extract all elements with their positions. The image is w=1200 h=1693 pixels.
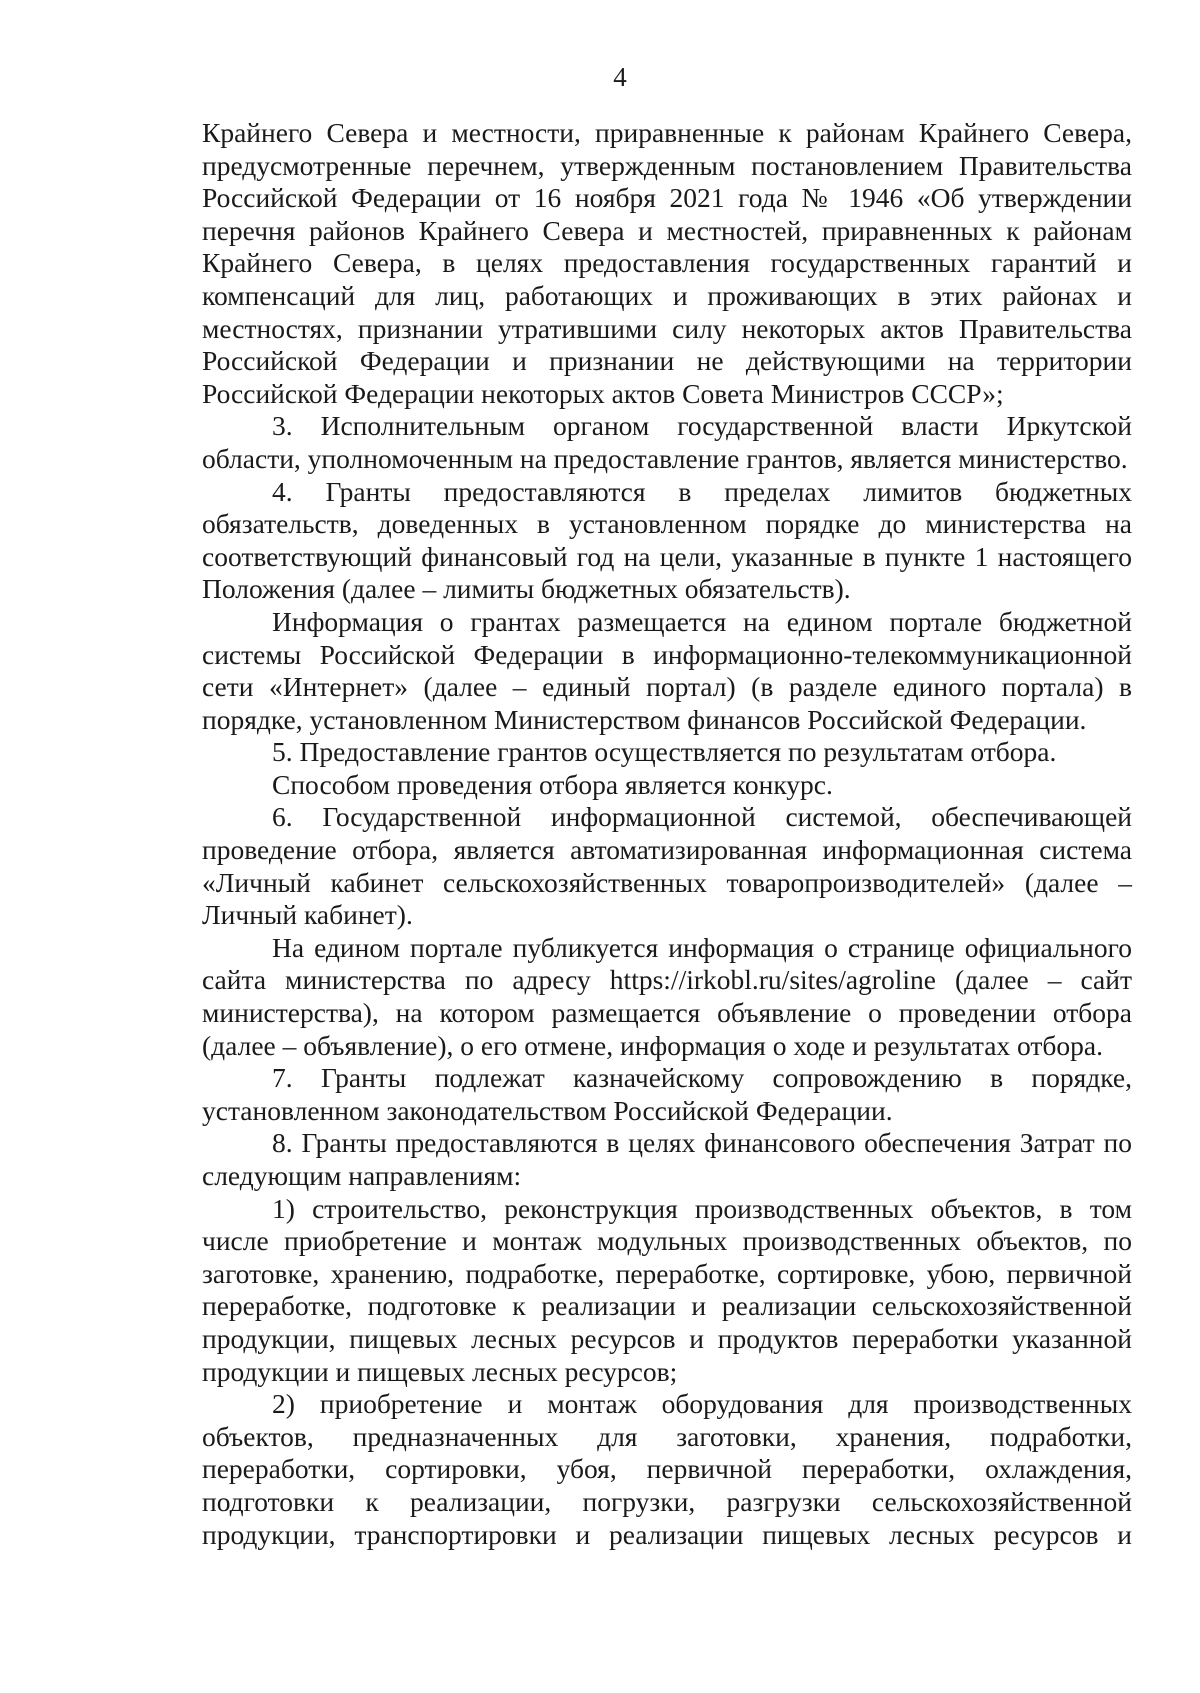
paragraph-2: 3. Исполнительным органом государственной власти Иркутской области, уполномоченным на предоставление грантов, является министерство.: [202, 410, 1132, 474]
paragraph-5: 5. Предоставление грантов осуществляется по результатам отбора.: [272, 736, 1057, 768]
paragraph-6: Способом проведения отбора является конкурс.: [272, 768, 833, 800]
paragraph-3: 4. Гранты предоставляются в пределах лимитов бюджетных обязательств, доведенных в установленном порядке до министерства на соответствующий финансовый год на цели, указанные в пункте 1 настоящего Положения (далее – лимиты бюджетных обязательств).: [202, 475, 1132, 605]
page-number: 4: [613, 62, 627, 92]
paragraph-12: 2) приобретение и монтаж оборудования для производственных объектов, предназначенных для заготовки, хранения, подработки, переработки, сортировки, убоя, первичной переработки, охлаждения, подготовки к реализации, погрузки, разгрузки сельскохозяйственной продукции, транспортировки и реализации пищевых лесных ресурсов и: [202, 1388, 1132, 1550]
document-body: [202, 117, 1132, 1551]
paragraph-4: Информация о грантах размещается на едином портале бюджетной системы Российской Федерации в информационно-телекоммуникационной сети «Интернет» (далее – единый портал) (в разделе единого портала) в порядке, установленном Министерством финансов Российской Федерации.: [202, 605, 1132, 735]
paragraph-11: 1) строительство, реконструкция производственных объектов, в том числе приобретение и монтаж модульных производственных объектов, по заготовке, хранению, подработке, переработке, сортировке, убою, первичной переработке, подготовке к реализации и реализации сельскохозяйственной продукции, пищевых лесных ресурсов и продуктов переработки указанной продукции и пищевых лесных ресурсов;: [202, 1192, 1132, 1387]
paragraph-1: Крайнего Севера и местности, приравненные к районам Крайнего Севера, предусмотренные перечнем, утвержденным постановлением Правительства Российской Федерации от 16 ноября 2021 года № 1946 «Об утверждении перечня районов Крайнего Севера и местностей, приравненных к районам Крайнего Севера, в целях предоставления государственных гарантий и компенсаций для лиц, работающих и проживающих в этих районах и местностях, признании утратившими силу некоторых актов Правительства Российской Федерации и признании не действующими на территории Российской Федерации некоторых актов Совета Министров СССР»;: [202, 117, 1132, 409]
paragraph-10: 8. Гранты предоставляются в целях финансового обеспечения Затрат по следующим направлениям:: [202, 1127, 1132, 1191]
paragraph-9: 7. Гранты подлежат казначейскому сопровождению в порядке, установленном законодательством Российской Федерации.: [202, 1062, 1132, 1126]
paragraph-8: На едином портале публикуется информация о странице официального сайта министерства по адресу https://irkobl.ru/sites/agroline (далее – сайт министерства), на котором размещается объявление о проведении отбора (далее – объявление), о его отмене, информация о ходе и результатах отбора.: [202, 931, 1132, 1061]
paragraph-7: 6. Государственной информационной системой, обеспечивающей проведение отбора, является автоматизированная информационная система «Личный кабинет сельскохозяйственных товаропроизводителей» (далее – Личный кабинет).: [202, 801, 1132, 931]
